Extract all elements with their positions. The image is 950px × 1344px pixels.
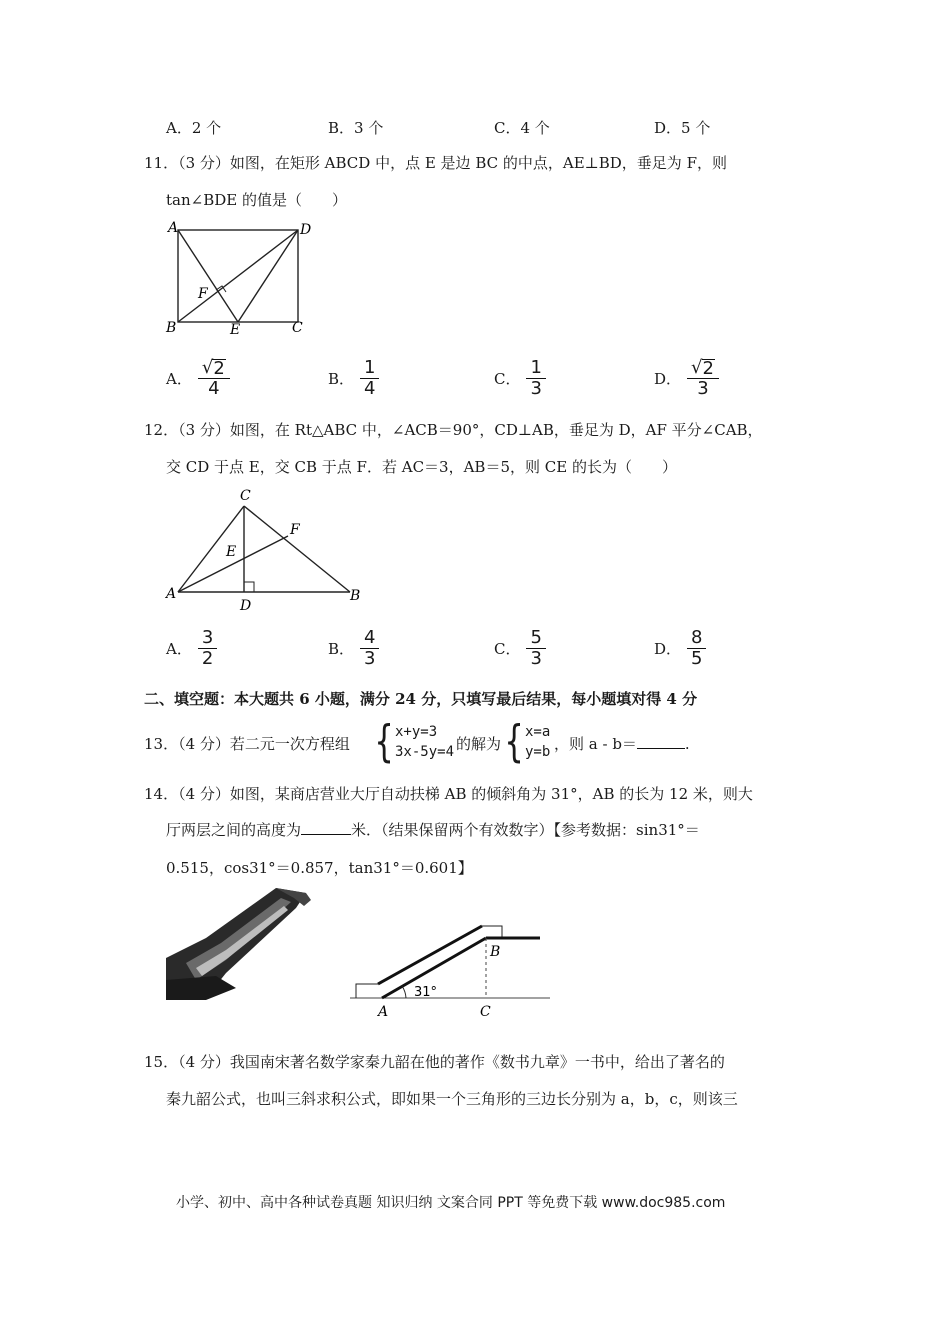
q14-stem-line3: 0.515，cos31°＝0.857，tan31°＝0.601】 bbox=[166, 859, 473, 877]
q14-label-a: A bbox=[378, 1004, 389, 1020]
q11-label-d: D bbox=[300, 222, 312, 238]
q14-label-c: C bbox=[480, 1004, 491, 1020]
q10-option-b: B．3 个 bbox=[328, 119, 384, 137]
q11-stem-line2: tan∠BDE 的值是（ ） bbox=[166, 191, 347, 209]
q13-sol1: x=a bbox=[525, 724, 551, 740]
q13-answer-blank[interactable] bbox=[637, 748, 685, 749]
q14-angle-label: 31° bbox=[414, 985, 438, 1000]
q12-stem-line2: 交 CD 于点 E，交 CB 于点 F．若 AC＝3，AB＝5，则 CE 的长为（ ） bbox=[166, 458, 677, 476]
q12-label-a: A bbox=[166, 586, 177, 602]
q12-option-b: B． $\frac{4}{3}$ bbox=[328, 628, 379, 669]
q13-eq1: x+y=3 bbox=[395, 724, 438, 740]
q14-stem-line2: 厅两层之间的高度为 米．（结果保留两个有效数字）【参考数据：sin31°＝ bbox=[166, 821, 700, 839]
q11-stem-line1: 11．（3 分）如图，在矩形 ABCD 中，点 E 是边 BC 的中点，AE⊥BD，垂足为 F，则 bbox=[144, 154, 727, 172]
q13-prefix: 13．（4 分）若二元一次方程组 bbox=[144, 735, 350, 753]
q12-label-c: C bbox=[240, 488, 251, 504]
q10-option-c: C．4 个 bbox=[494, 119, 550, 137]
q11-option-c: C． $\frac{1}{3}$ bbox=[494, 358, 546, 399]
q15-stem-line2: 秦九韶公式，也叫三斜求积公式，即如果一个三角形的三边长分别为 a，b，c，则该三 bbox=[166, 1090, 738, 1108]
q10-option-a: A．2 个 bbox=[166, 119, 222, 137]
q13-eq2: 3x-5y=4 bbox=[395, 744, 455, 760]
q13-equation-system: { x+y=3 3x-5y=4 bbox=[374, 716, 455, 767]
q13-middle: 的解为 bbox=[456, 735, 502, 753]
q12-option-d: D． $\frac{8}{5}$ bbox=[654, 628, 706, 669]
q11-option-b: B． $\frac{1}{4}$ bbox=[328, 358, 379, 399]
section2-heading: 二、填空题：本大题共 6 小题，满分 24 分，只填写最后结果，每小题填对得 4 分 bbox=[144, 690, 698, 708]
q12-label-f: F bbox=[290, 522, 300, 538]
q11-option-d: D． √ 2 3 bbox=[654, 358, 719, 399]
q12-label-b: B bbox=[350, 588, 361, 604]
q11-label-e: E bbox=[230, 322, 241, 338]
escalator-photo bbox=[166, 888, 311, 1008]
q12-label-e: E bbox=[226, 544, 237, 560]
q12-triangle-figure bbox=[160, 484, 370, 614]
q13-solution-system: { x=a y=b bbox=[504, 716, 551, 767]
q14-label-b: B bbox=[490, 944, 501, 960]
page-footer: 小学、初中、高中各种试卷真题 知识归纳 文案合同 PPT 等免费下载 www.doc985.com bbox=[176, 1195, 726, 1211]
q15-stem-line1: 15．（4 分）我国南宋著名数学家秦九韶在他的著作《数书九章》一书中，给出了著名的 bbox=[144, 1053, 725, 1071]
q14-answer-blank[interactable] bbox=[301, 834, 351, 835]
q13-sol2: y=b bbox=[525, 744, 551, 760]
q11-rectangle-figure bbox=[160, 218, 320, 338]
q11-label-a: A bbox=[168, 220, 179, 236]
q11-label-c: C bbox=[292, 320, 303, 336]
q12-option-c: C． $\frac{5}{3}$ bbox=[494, 628, 546, 669]
q14-escalator-diagram bbox=[350, 918, 560, 1028]
q11-label-b: B bbox=[166, 320, 177, 336]
q14-stem-line1: 14．（4 分）如图，某商店营业大厅自动扶梯 AB 的倾斜角为 31°，AB 的长为 12 米，则大 bbox=[144, 785, 753, 803]
q11-option-a: A． √ 2 4 bbox=[166, 358, 230, 399]
q11-label-f: F bbox=[198, 286, 208, 302]
q13-suffix: ，则 a - b＝ . bbox=[554, 735, 690, 753]
q12-option-a: A． $\frac{3}{2}$ bbox=[166, 628, 217, 669]
q10-option-d: D．5 个 bbox=[654, 119, 711, 137]
q12-label-d: D bbox=[240, 598, 252, 614]
q12-stem-line1: 12．（3 分）如图，在 Rt△ABC 中，∠ACB＝90°，CD⊥AB，垂足为 D，AF 平分∠CAB， bbox=[144, 421, 763, 439]
